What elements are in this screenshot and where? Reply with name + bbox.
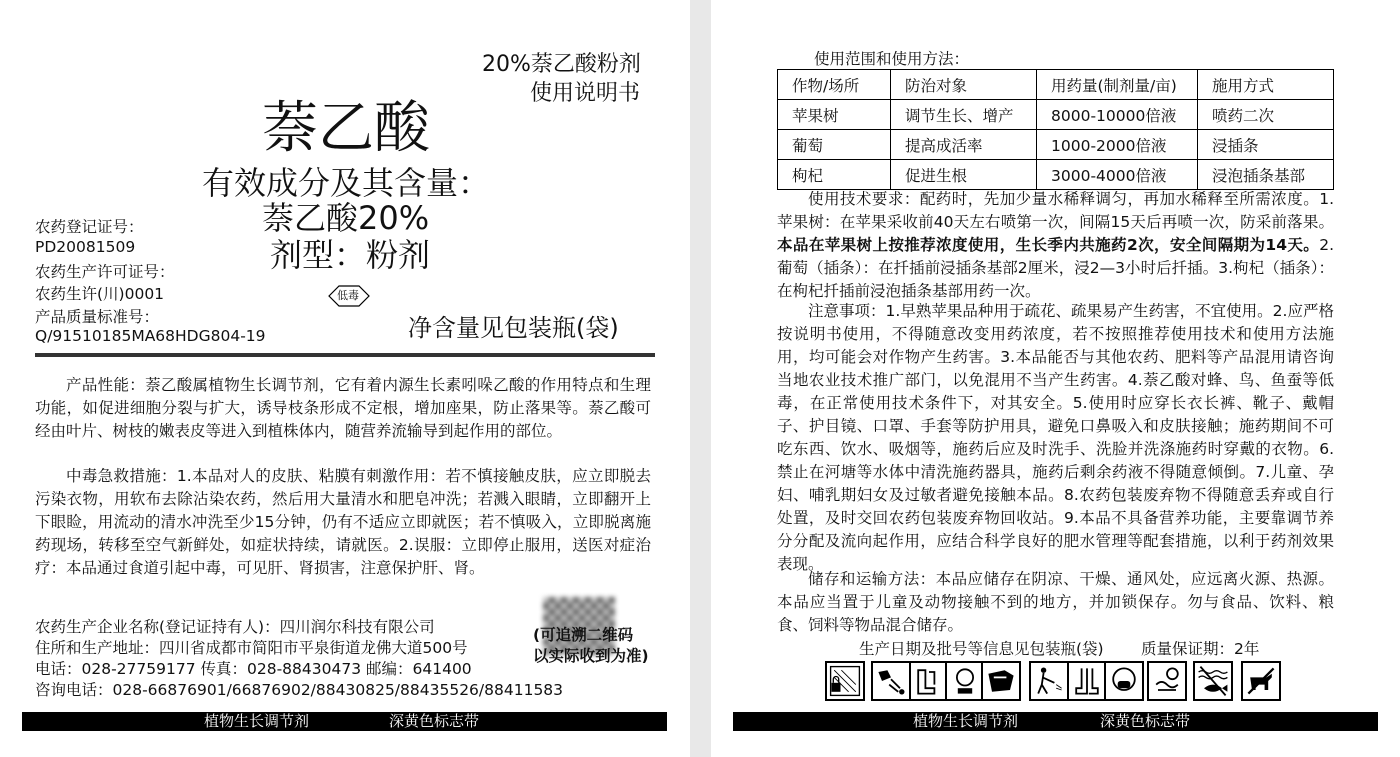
band-category: 植物生长调节剂 [204,712,310,730]
table-cell: 3000-4000倍液 [1037,160,1198,190]
performance-text: 产品性能：萘乙酸属植物生长调节剂，它有着内源生长素吲哚乙酸的作用特点和生理功能，如促进细胞分裂与扩大，诱导枝条形成不定根，增加座果，防止落果等。萘乙酸可经由叶片、树枝的嫩表皮等进入到植株体内，随营养流输导到起作用的部位。 [35,376,651,440]
table-cell: 喷药二次 [1198,100,1334,130]
quality-standard-label: 产品质量标准号： [35,308,160,326]
water-fish-icon [1193,661,1233,701]
table-cell: 葡萄 [778,130,891,160]
qr-note-line2: 以实际收到为准) [533,647,649,665]
notes-text: 注意事项：1.早熟苹果品种用于疏花、疏果易产生药害，不宜使用。2.应严格按说明书使用，不得随意改变用药浓度，若不按照推荐使用技术和使用方法施用，均可能会对作物产生药害。3.本品能否与其他农药、肥料等产品混用请咨询当地农业技术推广部门，以免混用不当产生药害。4.萘乙酸对蜂、鸟、鱼蚕等低毒，在正常使用技术条件下，对其安全。5.使用时应穿长衣长裤、靴子、戴帽子、护目镜、口罩、手套等防护用具，避免口鼻吸入和皮肤接触；施药期间不可吃东西、饮水、吸烟等，施药后应及时洗手、洗脸并洗涤施药时穿戴的衣物。6.禁止在河塘等水体中清洗施药器具，施药后剩余药液不得随意倾倒。7.儿童、孕妇、哺乳期妇女及过敏者避免接触本品。8.农药包装废弃物不得随意丢弃或自行处置，及时交回农药包装废弃物回收站。9.本品不具备营养功能，主要靠调节养分分配及流向起作用，应结合科学良好的肥水管理等配套措施，以利于药剂效果表现。 [777,302,1334,573]
lock-icon [825,661,865,701]
no-livestock-icon [1241,661,1281,701]
registration-number: PD20081509 [35,238,136,256]
safety-interval-text: 本品在苹果树上按推荐浓度使用，生长季内共施药2次，安全间隔期为14天。 [777,236,1320,254]
company-address: 住所和生产地址：四川省成都市简阳市平泉街道龙佛大道500号 [35,639,468,657]
table-cell: 浸插条 [1198,130,1334,160]
table-header-cell: 施用方式 [1198,70,1334,100]
apron-icon [1067,661,1107,701]
table-cell: 提高成活率 [891,130,1037,160]
table-row [778,100,1334,130]
table-cell: 苹果树 [778,100,891,130]
product-main-name: 萘乙酸 [262,96,430,161]
band-color-note: 深黄色标志带 [1100,712,1191,730]
table-cell: 8000-10000倍液 [1037,100,1198,130]
usage-heading: 使用范围和使用方法： [814,50,970,68]
table-row [778,130,1334,160]
table-row [778,160,1334,190]
face-shield-icon [981,661,1021,701]
spray-icon [1029,661,1069,701]
right-label-panel [711,0,1400,757]
formulation: 剂型：粉剂 [270,236,431,274]
table-cell: 枸杞 [778,160,891,190]
table-cell: 1000-2000倍液 [1037,130,1198,160]
product-title-line2: 使用说明书 [530,81,641,106]
band-category: 植物生长调节剂 [913,712,1019,730]
storage-section [777,568,1334,637]
consult-phone: 咨询电话：028-66876901/66876902/88430825/88435526/88411583 [35,681,564,699]
table-cell: 浸泡插条基部 [1198,160,1334,190]
company-phone: 电话：028-27759177 传真：028-88430473 邮编：641400 [35,660,472,678]
low-toxicity-mark [328,285,370,307]
storage-text: 储存和运输方法：本品应储存在阴凉、干燥、通风处，应远离火源、热源。本品应当置于儿童及动物接触不到的地方，并加锁保存。勿与食品、饮料、粮食、饲料等物品混合储存。 [777,570,1334,634]
wash-icon [1147,661,1187,701]
production-date-note: 生产日期及批号等信息见包装瓶(袋) [859,640,1104,658]
left-label-panel [0,0,690,757]
table-cell: 调节生长、增产 [891,100,1037,130]
technique-text-cont: 2.葡萄（插条）：在扦插前浸插条基部2厘米，浸2—3小时后扦插。3.枸杞（插条）：在枸杞扦插前浸泡插条基部用药一次。 [777,236,1334,300]
band-color-note: 深黄色标志带 [389,712,480,730]
technique-text: 使用技术要求：配药时，先加少量水稀释调匀，再加水稀释至所需浓度。1.苹果树：在苹果采收前40天左右喷第一次，间隔15天后再喷一次，防采前落果。 [777,190,1334,231]
table-header-cell: 用药量(制剂量/亩) [1037,70,1198,100]
gloves-icon [945,661,985,701]
toxicity-text: 低毒 [337,289,359,302]
production-license-label: 农药生产许可证号： [35,263,175,281]
technique-section [777,188,1334,303]
production-license-number: 农药生许(川)0001 [35,285,165,303]
table-cell: 促进生根 [891,160,1037,190]
net-content: 净含量见包装瓶(袋) [408,314,619,342]
first-aid-section [35,465,651,580]
pour-icon [871,661,911,701]
mask-icon [1104,661,1144,701]
active-ingredient-label: 有效成分及其含量： [202,164,491,202]
table-header-cell: 作物/场所 [778,70,891,100]
boots-icon [909,661,949,701]
table-header-cell: 防治对象 [891,70,1037,100]
performance-section [35,374,651,443]
right-color-band [733,712,1378,731]
product-title-line1: 20%萘乙酸粉剂 [482,52,641,77]
notes-section [777,300,1334,576]
left-color-band [22,712,667,731]
company-name: 农药生产企业名称(登记证持有人)：四川润尔科技有限公司 [35,618,435,636]
warranty-period: 质量保证期：2年 [1141,640,1260,658]
qr-note-line1: (可追溯二维码 [533,626,634,644]
quality-standard-number: Q/91510185MA68HDG804-19 [35,327,266,345]
active-ingredient-value: 萘乙酸20% [262,199,430,237]
divider-rule [35,353,655,357]
first-aid-text: 中毒急救措施：1.本品对人的皮肤、粘膜有刺激作用：若不慎接触皮肤，应立即脱去污染衣物，用软布去除沾染农药，然后用大量清水和肥皂冲洗；若溅入眼睛，立即翻开上下眼睑，用流动的清水冲洗至少15分钟，仍有不适应立即就医；若不慎吸入，立即脱离施药现场，转移至空气新鲜处，如症状持续，请就医。2.误服：立即停止服用，送医对症治疗：本品通过食道引起中毒，可见肝、肾损害，注意保护肝、肾。 [35,467,651,577]
registration-label: 农药登记证号： [35,218,144,236]
table-header-row [778,70,1334,100]
usage-table [777,69,1334,190]
